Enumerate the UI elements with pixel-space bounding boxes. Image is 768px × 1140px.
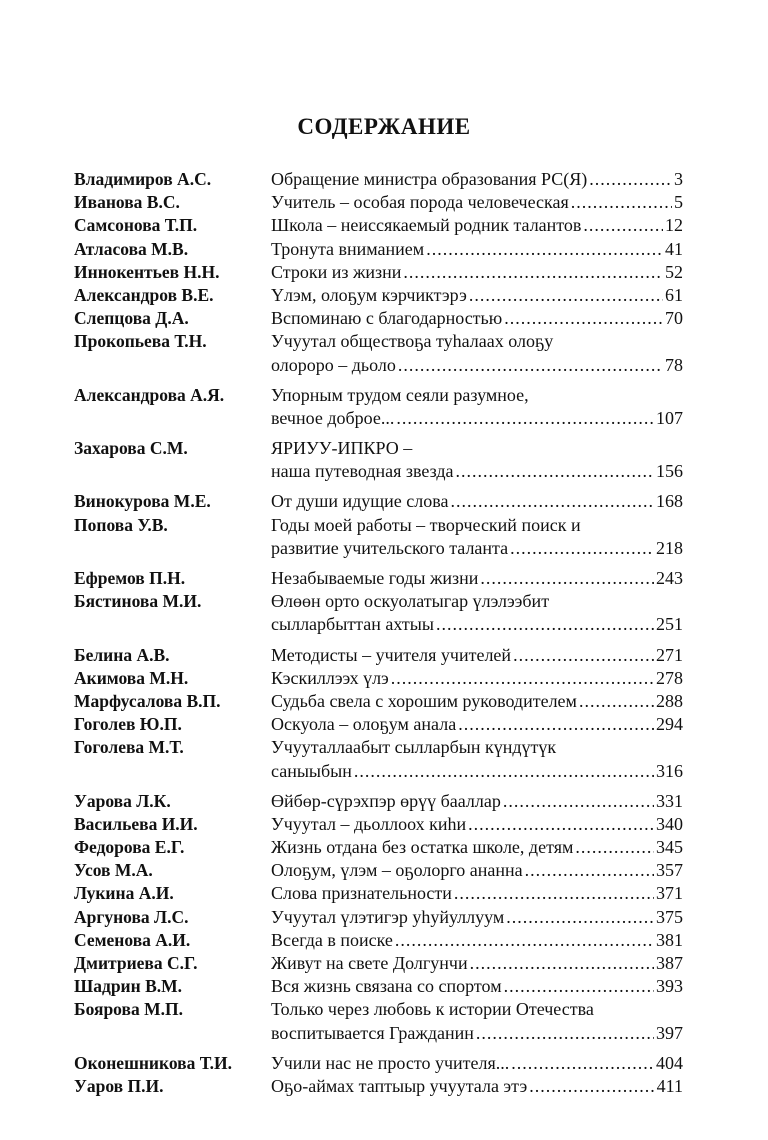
toc-author: Гоголев Ю.П.	[74, 714, 182, 735]
toc-title-text: сылларбыттан ахтыы	[271, 614, 434, 635]
toc-title-line	[271, 713, 683, 736]
dot-leader	[426, 238, 663, 261]
dot-leader	[525, 859, 654, 882]
dot-leader	[403, 261, 663, 284]
toc-page-number: 251	[656, 614, 683, 635]
toc-title-text: Школа – неиссякаемый родник талантов	[271, 215, 582, 236]
dot-leader	[451, 490, 654, 513]
toc-title-text: Өйбөр-сүрэхпэр өрүү бааллар	[271, 790, 501, 811]
toc-title-text: наша путеводная звезда	[271, 461, 454, 482]
toc-title	[271, 307, 683, 330]
toc-title-line	[271, 191, 683, 214]
toc-title-line	[271, 1075, 683, 1098]
toc-title	[271, 906, 683, 929]
toc-title-text: Үлэм, олоҕум кэрчиктэрэ	[271, 284, 467, 305]
toc-title-text: Олоҕум, үлэм – оҕолорго ананна	[271, 860, 523, 881]
toc-title-text: Учитель – особая порода человеческая	[271, 192, 569, 213]
toc-author: Слепцова Д.А.	[74, 308, 189, 329]
dot-leader	[503, 790, 654, 813]
toc-title	[271, 667, 683, 690]
toc-page-number: 3	[674, 169, 683, 189]
toc-title-text: Упорным трудом сеяли разумное,	[271, 384, 529, 405]
toc-page-number: 168	[656, 491, 683, 512]
toc-title	[271, 998, 683, 1044]
toc-title	[271, 168, 683, 191]
page-title: СОДЕРЖАНИЕ	[297, 114, 471, 139]
toc-title-line	[271, 690, 683, 713]
toc-page-number: 331	[656, 790, 683, 811]
toc-title-line	[271, 460, 683, 483]
dot-leader	[470, 952, 654, 975]
toc-title-line	[271, 1022, 683, 1045]
toc-title-line	[271, 168, 683, 191]
dot-leader	[476, 1022, 654, 1045]
toc-entry	[74, 191, 696, 214]
toc-page-number: 218	[656, 537, 683, 558]
toc-title-line	[271, 514, 683, 537]
toc-author: Уаров П.И.	[74, 1075, 164, 1096]
toc-entry	[74, 514, 696, 560]
toc-author: Атласова М.В.	[74, 238, 189, 259]
toc-title-line	[271, 790, 683, 813]
toc-title-text: Обращение министра образования РС(Я)	[271, 169, 588, 189]
toc-title-text: Только через любовь к истории Отечества	[271, 999, 594, 1020]
toc-title-line	[271, 437, 683, 460]
toc-title-line	[271, 330, 683, 353]
toc-entry	[74, 859, 696, 882]
dot-leader	[583, 214, 663, 237]
toc-author: Усов М.А.	[74, 860, 153, 881]
toc-author: Прокопьева Т.Н.	[74, 331, 207, 352]
toc-title-text: Учуутал – дьоллоох киһи	[271, 813, 467, 834]
toc-title-line	[271, 407, 683, 430]
toc-title-text: Незабываемые годы жизни	[271, 568, 479, 588]
toc-title-line	[271, 214, 683, 237]
toc-author: Иванова В.С.	[74, 192, 180, 213]
toc-page-number: 375	[656, 906, 683, 927]
toc-title-line	[271, 906, 683, 929]
toc-page-number: 243	[656, 568, 683, 588]
dot-leader	[511, 1052, 654, 1075]
toc-page-number: 381	[656, 929, 683, 950]
toc-title-line	[271, 667, 683, 690]
dot-leader	[456, 460, 654, 483]
toc-page-number: 107	[656, 407, 683, 428]
toc-title-line	[271, 859, 683, 882]
toc-title	[271, 261, 683, 284]
toc-title-line	[271, 975, 683, 998]
toc-author: Винокурова М.Е.	[74, 491, 211, 512]
dot-leader	[458, 713, 654, 736]
toc-entry	[74, 168, 696, 191]
toc-title-line	[271, 736, 683, 759]
toc-entry	[74, 952, 696, 975]
toc-entry	[74, 307, 696, 330]
toc-entry	[74, 713, 696, 736]
toc-title-line	[271, 998, 683, 1021]
toc-entry	[74, 1052, 696, 1075]
toc-title	[271, 859, 683, 882]
toc-title-text: Методисты – учителя учителей	[271, 644, 512, 665]
toc-page-number: 387	[656, 953, 683, 973]
toc-title	[271, 284, 683, 307]
toc-title-line	[271, 490, 683, 513]
toc-page-number: 12	[665, 215, 683, 236]
toc-entry	[74, 998, 696, 1044]
toc-title-line	[271, 284, 683, 307]
dot-leader	[480, 567, 654, 590]
toc-entry	[74, 261, 696, 284]
toc-entry	[74, 384, 696, 430]
toc-title-line	[271, 537, 683, 560]
toc-entry	[74, 836, 696, 859]
toc-title	[271, 952, 683, 975]
toc-page-number: 357	[656, 860, 683, 881]
toc-title-text: Өлөөн орто оскуолатыгар үлэлээбит	[271, 591, 550, 612]
toc-author: Иннокентьев Н.Н.	[74, 261, 220, 282]
toc-title-line	[271, 929, 683, 952]
toc-page-number: 316	[656, 760, 683, 781]
toc-title-line	[271, 760, 683, 783]
toc-title-text: Слова признательности	[271, 883, 452, 904]
toc-title	[271, 567, 683, 590]
toc-title	[271, 836, 683, 859]
toc-title-text: Живут на свете Долгунчи	[271, 953, 468, 973]
toc-title	[271, 191, 683, 214]
toc-page-number: 371	[656, 883, 683, 904]
toc-title	[271, 330, 683, 376]
toc-page-number: 397	[656, 1022, 683, 1043]
toc-author: Бястинова М.И.	[74, 591, 202, 612]
toc-title-text: Годы моей работы – творческий поиск и	[271, 514, 581, 535]
dot-leader	[571, 191, 672, 214]
toc-title-line	[271, 613, 683, 636]
toc-title	[271, 813, 683, 836]
toc-author: Дмитриева С.Г.	[74, 953, 198, 973]
dot-leader	[504, 307, 663, 330]
dot-leader	[395, 929, 654, 952]
toc-title	[271, 514, 683, 560]
toc-author: Шадрин В.М.	[74, 976, 183, 997]
toc-entry	[74, 590, 696, 636]
toc-title	[271, 384, 683, 430]
toc-title-line	[271, 644, 683, 667]
toc-page-number: 52	[665, 261, 683, 282]
toc-page-number: 288	[656, 690, 683, 711]
toc-entry	[74, 330, 696, 376]
toc-page-number: 278	[656, 667, 683, 688]
toc-author: Федорова Е.Г.	[74, 837, 185, 858]
toc-title-line	[271, 590, 683, 613]
toc-title	[271, 929, 683, 952]
toc-title	[271, 437, 683, 483]
table-of-contents	[74, 168, 696, 1098]
toc-entry	[74, 813, 696, 836]
toc-title-text: Всегда в поиске	[271, 929, 393, 950]
toc-author: Самсонова Т.П.	[74, 215, 198, 236]
toc-title-line	[271, 952, 683, 975]
toc-title	[271, 736, 683, 782]
dot-leader	[513, 644, 654, 667]
dot-leader	[391, 667, 654, 690]
toc-entry	[74, 644, 696, 667]
dot-leader	[579, 690, 654, 713]
toc-title	[271, 690, 683, 713]
toc-title-line	[271, 882, 683, 905]
toc-entry	[74, 882, 696, 905]
toc-title-line	[271, 238, 683, 261]
toc-title	[271, 975, 683, 998]
toc-title-line	[271, 813, 683, 836]
dot-leader	[504, 975, 654, 998]
dot-leader	[468, 813, 654, 836]
dot-leader	[398, 354, 663, 377]
toc-title-text: От души идущие слова	[271, 491, 449, 512]
toc-title-text: Учили нас не просто учителя...	[271, 1052, 510, 1073]
toc-page-number: 70	[665, 308, 683, 329]
toc-author: Оконешникова Т.И.	[74, 1052, 233, 1073]
toc-author: Александров В.Е.	[74, 284, 214, 305]
toc-title-text: развитие учительского таланта	[271, 537, 509, 558]
toc-entry	[74, 790, 696, 813]
toc-title	[271, 713, 683, 736]
dot-leader	[469, 284, 663, 307]
toc-title-text: Кэскиллээх үлэ	[271, 667, 389, 688]
toc-title-text: ЯРИУУ-ИПКРО –	[271, 438, 413, 459]
toc-page-number: 5	[674, 192, 683, 213]
toc-title-text: Судьба свела с хорошим руководителем	[271, 690, 577, 711]
toc-title-line	[271, 354, 683, 377]
toc-title-line	[271, 307, 683, 330]
toc-title-text: Строки из жизни	[271, 261, 402, 282]
toc-entry	[74, 667, 696, 690]
toc-author: Васильева И.И.	[74, 813, 198, 834]
toc-entry	[74, 238, 696, 261]
toc-author: Ефремов П.Н.	[74, 568, 186, 588]
toc-entry	[74, 490, 696, 513]
toc-author: Семенова А.И.	[74, 929, 191, 950]
toc-title	[271, 790, 683, 813]
toc-title-text: Жизнь отдана без остатка школе, детям	[271, 837, 574, 858]
toc-author: Владимиров А.С.	[74, 169, 212, 189]
dot-leader	[354, 760, 654, 783]
toc-title	[271, 644, 683, 667]
toc-author: Акимова М.Н.	[74, 667, 189, 688]
toc-title-text: вечное доброе...	[271, 407, 395, 428]
toc-title-line	[271, 1052, 683, 1075]
toc-author: Марфусалова В.П.	[74, 690, 221, 711]
toc-page-number: 61	[665, 284, 683, 305]
toc-title	[271, 214, 683, 237]
toc-title-text: Учуутал үлэтигэр уһуйуллуум	[271, 906, 505, 927]
toc-entry	[74, 929, 696, 952]
toc-page-number: 345	[656, 837, 683, 858]
toc-entry	[74, 975, 696, 998]
toc-author: Аргунова Л.С.	[74, 906, 189, 927]
toc-entry	[74, 736, 696, 782]
dot-leader	[575, 836, 654, 859]
toc-title-text: олороро – дьоло	[271, 354, 396, 375]
toc-author: Уарова Л.К.	[74, 790, 171, 811]
toc-page-number: 340	[656, 813, 683, 834]
dot-leader	[506, 906, 654, 929]
dot-leader	[436, 613, 654, 636]
dot-leader	[589, 168, 672, 191]
toc-title-text: Тронута вниманием	[271, 238, 425, 259]
toc-page-number: 41	[665, 238, 683, 259]
toc-entry	[74, 437, 696, 483]
toc-entry	[74, 567, 696, 590]
toc-title-text: Учууталлаабыт сылларбын күндүтүк	[271, 737, 557, 758]
toc-author: Боярова М.П.	[74, 999, 183, 1020]
toc-entry	[74, 1075, 696, 1098]
toc-author: Белина А.В.	[74, 644, 170, 665]
toc-title-text: Оҕо-аймах таптыыр учуутала этэ	[271, 1075, 528, 1096]
toc-author: Попова У.В.	[74, 514, 168, 535]
toc-page-number: 156	[656, 461, 683, 482]
toc-title-text: саныыбын	[271, 760, 352, 781]
toc-page-number: 393	[656, 976, 683, 997]
toc-title-line	[271, 384, 683, 407]
toc-title	[271, 590, 683, 636]
toc-title	[271, 490, 683, 513]
toc-title	[271, 1052, 683, 1075]
toc-title-line	[271, 261, 683, 284]
toc-page-number: 404	[656, 1052, 683, 1073]
toc-title-line	[271, 567, 683, 590]
toc-author: Лукина А.И.	[74, 883, 174, 904]
toc-page-number: 78	[665, 354, 683, 375]
toc-entry	[74, 690, 696, 713]
toc-title	[271, 882, 683, 905]
dot-leader	[510, 537, 654, 560]
toc-title-line	[271, 836, 683, 859]
dot-leader	[529, 1075, 654, 1098]
toc-author: Гоголева М.Т.	[74, 737, 184, 758]
toc-author: Александрова А.Я.	[74, 384, 225, 405]
toc-title-text: Вспоминаю с благодарностью	[271, 308, 503, 329]
toc-entry	[74, 906, 696, 929]
dot-leader	[396, 407, 654, 430]
toc-page-number: 411	[656, 1075, 683, 1096]
toc-entry	[74, 284, 696, 307]
dot-leader	[454, 882, 654, 905]
toc-title	[271, 1075, 683, 1098]
toc-title-text: воспитывается Гражданин	[271, 1022, 474, 1043]
toc-title-text: Учуутал обществоҕа туһалаах олоҕу	[271, 331, 554, 352]
toc-page-number: 271	[656, 644, 683, 665]
toc-title-text: Оскуола – олоҕум анала	[271, 714, 457, 735]
toc-page-number: 294	[656, 714, 683, 735]
toc-author: Захарова С.М.	[74, 438, 188, 459]
toc-title-text: Вся жизнь связана со спортом	[271, 976, 502, 997]
toc-entry	[74, 214, 696, 237]
toc-title	[271, 238, 683, 261]
